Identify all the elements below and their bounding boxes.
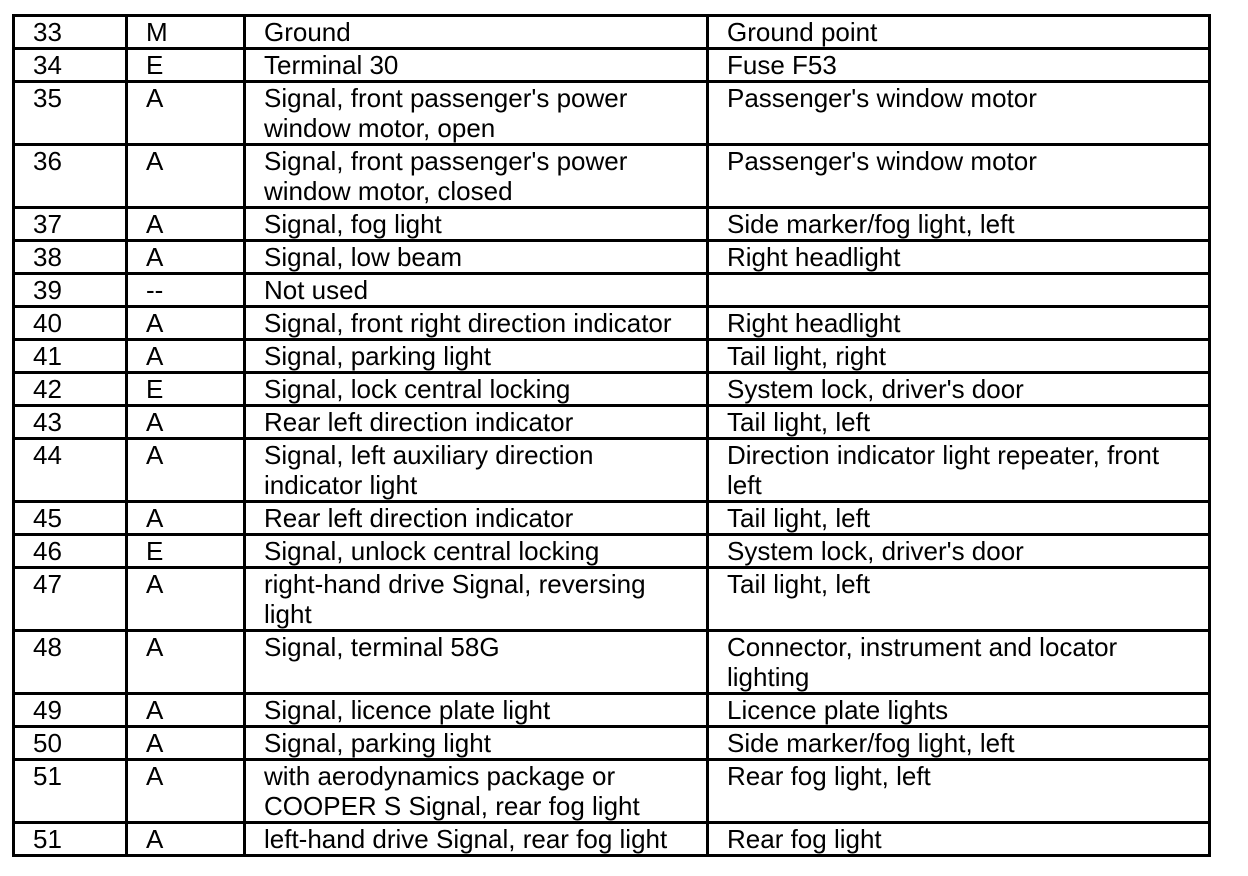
signal-type-cell: E (127, 535, 245, 568)
table-body (14, 16, 1210, 856)
connection-cell: Side marker/fog light, left (708, 208, 1210, 241)
connection-cell: System lock, driver's door (708, 535, 1210, 568)
table-row (14, 241, 1210, 274)
table-row (14, 823, 1210, 856)
connection-cell: Passenger's window motor (708, 145, 1210, 208)
table-row (14, 16, 1210, 49)
table-row (14, 145, 1210, 208)
connection-cell: Direction indicator light repeater, front left (708, 439, 1210, 502)
description-cell: Signal, low beam (245, 241, 708, 274)
description-cell: Rear left direction indicator (245, 406, 708, 439)
connection-cell: Tail light, right (708, 340, 1210, 373)
description-cell: Signal, front passenger's power window motor, closed (245, 145, 708, 208)
description-cell: with aerodynamics package or COOPER S Signal, rear fog light (245, 760, 708, 823)
connection-cell: Right headlight (708, 307, 1210, 340)
table-row (14, 631, 1210, 694)
table-row (14, 274, 1210, 307)
signal-type-cell: A (127, 823, 245, 856)
connection-cell: Rear fog light (708, 823, 1210, 856)
description-cell: left-hand drive Signal, rear fog light (245, 823, 708, 856)
pin-number-cell: 49 (14, 694, 127, 727)
description-cell: Signal, parking light (245, 727, 708, 760)
description-cell: Signal, fog light (245, 208, 708, 241)
table-row (14, 760, 1210, 823)
pin-number-cell: 37 (14, 208, 127, 241)
signal-type-cell: A (127, 82, 245, 145)
description-cell: Signal, lock central locking (245, 373, 708, 406)
pin-number-cell: 41 (14, 340, 127, 373)
description-cell: Rear left direction indicator (245, 502, 708, 535)
pin-number-cell: 43 (14, 406, 127, 439)
pin-number-cell: 50 (14, 727, 127, 760)
connection-cell: Rear fog light, left (708, 760, 1210, 823)
table-row (14, 49, 1210, 82)
table-row (14, 406, 1210, 439)
signal-type-cell: A (127, 307, 245, 340)
signal-type-cell: -- (127, 274, 245, 307)
table-row (14, 208, 1210, 241)
connection-cell: Passenger's window motor (708, 82, 1210, 145)
table-row (14, 340, 1210, 373)
pin-number-cell: 35 (14, 82, 127, 145)
pin-number-cell: 48 (14, 631, 127, 694)
table-row (14, 439, 1210, 502)
connection-cell: Tail light, left (708, 406, 1210, 439)
pin-number-cell: 45 (14, 502, 127, 535)
description-cell: Signal, terminal 58G (245, 631, 708, 694)
connection-cell: Fuse F53 (708, 49, 1210, 82)
pin-number-cell: 39 (14, 274, 127, 307)
pin-number-cell: 46 (14, 535, 127, 568)
pin-number-cell: 42 (14, 373, 127, 406)
description-cell: Signal, left auxiliary direction indicator light (245, 439, 708, 502)
description-cell: Ground (245, 16, 708, 49)
table-row (14, 502, 1210, 535)
signal-type-cell: A (127, 502, 245, 535)
pin-number-cell: 34 (14, 49, 127, 82)
description-cell: Signal, front passenger's power window motor, open (245, 82, 708, 145)
description-cell: Not used (245, 274, 708, 307)
pin-number-cell: 51 (14, 823, 127, 856)
pin-number-cell: 47 (14, 568, 127, 631)
signal-type-cell: A (127, 439, 245, 502)
connection-cell: Side marker/fog light, left (708, 727, 1210, 760)
table-row (14, 307, 1210, 340)
signal-type-cell: A (127, 631, 245, 694)
signal-type-cell: A (127, 406, 245, 439)
table-row (14, 373, 1210, 406)
connection-cell: Right headlight (708, 241, 1210, 274)
connection-cell: Tail light, left (708, 568, 1210, 631)
signal-type-cell: A (127, 694, 245, 727)
table-row (14, 727, 1210, 760)
connection-cell (708, 274, 1210, 307)
signal-type-cell: A (127, 145, 245, 208)
pin-number-cell: 44 (14, 439, 127, 502)
signal-type-cell: A (127, 241, 245, 274)
description-cell: Signal, unlock central locking (245, 535, 708, 568)
connection-cell: Ground point (708, 16, 1210, 49)
table-row (14, 535, 1210, 568)
table-row (14, 568, 1210, 631)
connection-cell: Licence plate lights (708, 694, 1210, 727)
description-cell: Signal, licence plate light (245, 694, 708, 727)
signal-type-cell: E (127, 49, 245, 82)
description-cell: Signal, parking light (245, 340, 708, 373)
table-row (14, 694, 1210, 727)
description-cell: right-hand drive Signal, reversing light (245, 568, 708, 631)
pin-number-cell: 40 (14, 307, 127, 340)
connection-cell: Tail light, left (708, 502, 1210, 535)
signal-type-cell: A (127, 760, 245, 823)
table-row (14, 82, 1210, 145)
pin-number-cell: 38 (14, 241, 127, 274)
connection-cell: System lock, driver's door (708, 373, 1210, 406)
pin-assignment-table (12, 14, 1211, 857)
pin-number-cell: 51 (14, 760, 127, 823)
pin-number-cell: 36 (14, 145, 127, 208)
signal-type-cell: E (127, 373, 245, 406)
connection-cell: Connector, instrument and locator lighting (708, 631, 1210, 694)
description-cell: Terminal 30 (245, 49, 708, 82)
signal-type-cell: A (127, 727, 245, 760)
signal-type-cell: A (127, 568, 245, 631)
pin-number-cell: 33 (14, 16, 127, 49)
signal-type-cell: M (127, 16, 245, 49)
signal-type-cell: A (127, 340, 245, 373)
description-cell: Signal, front right direction indicator (245, 307, 708, 340)
signal-type-cell: A (127, 208, 245, 241)
